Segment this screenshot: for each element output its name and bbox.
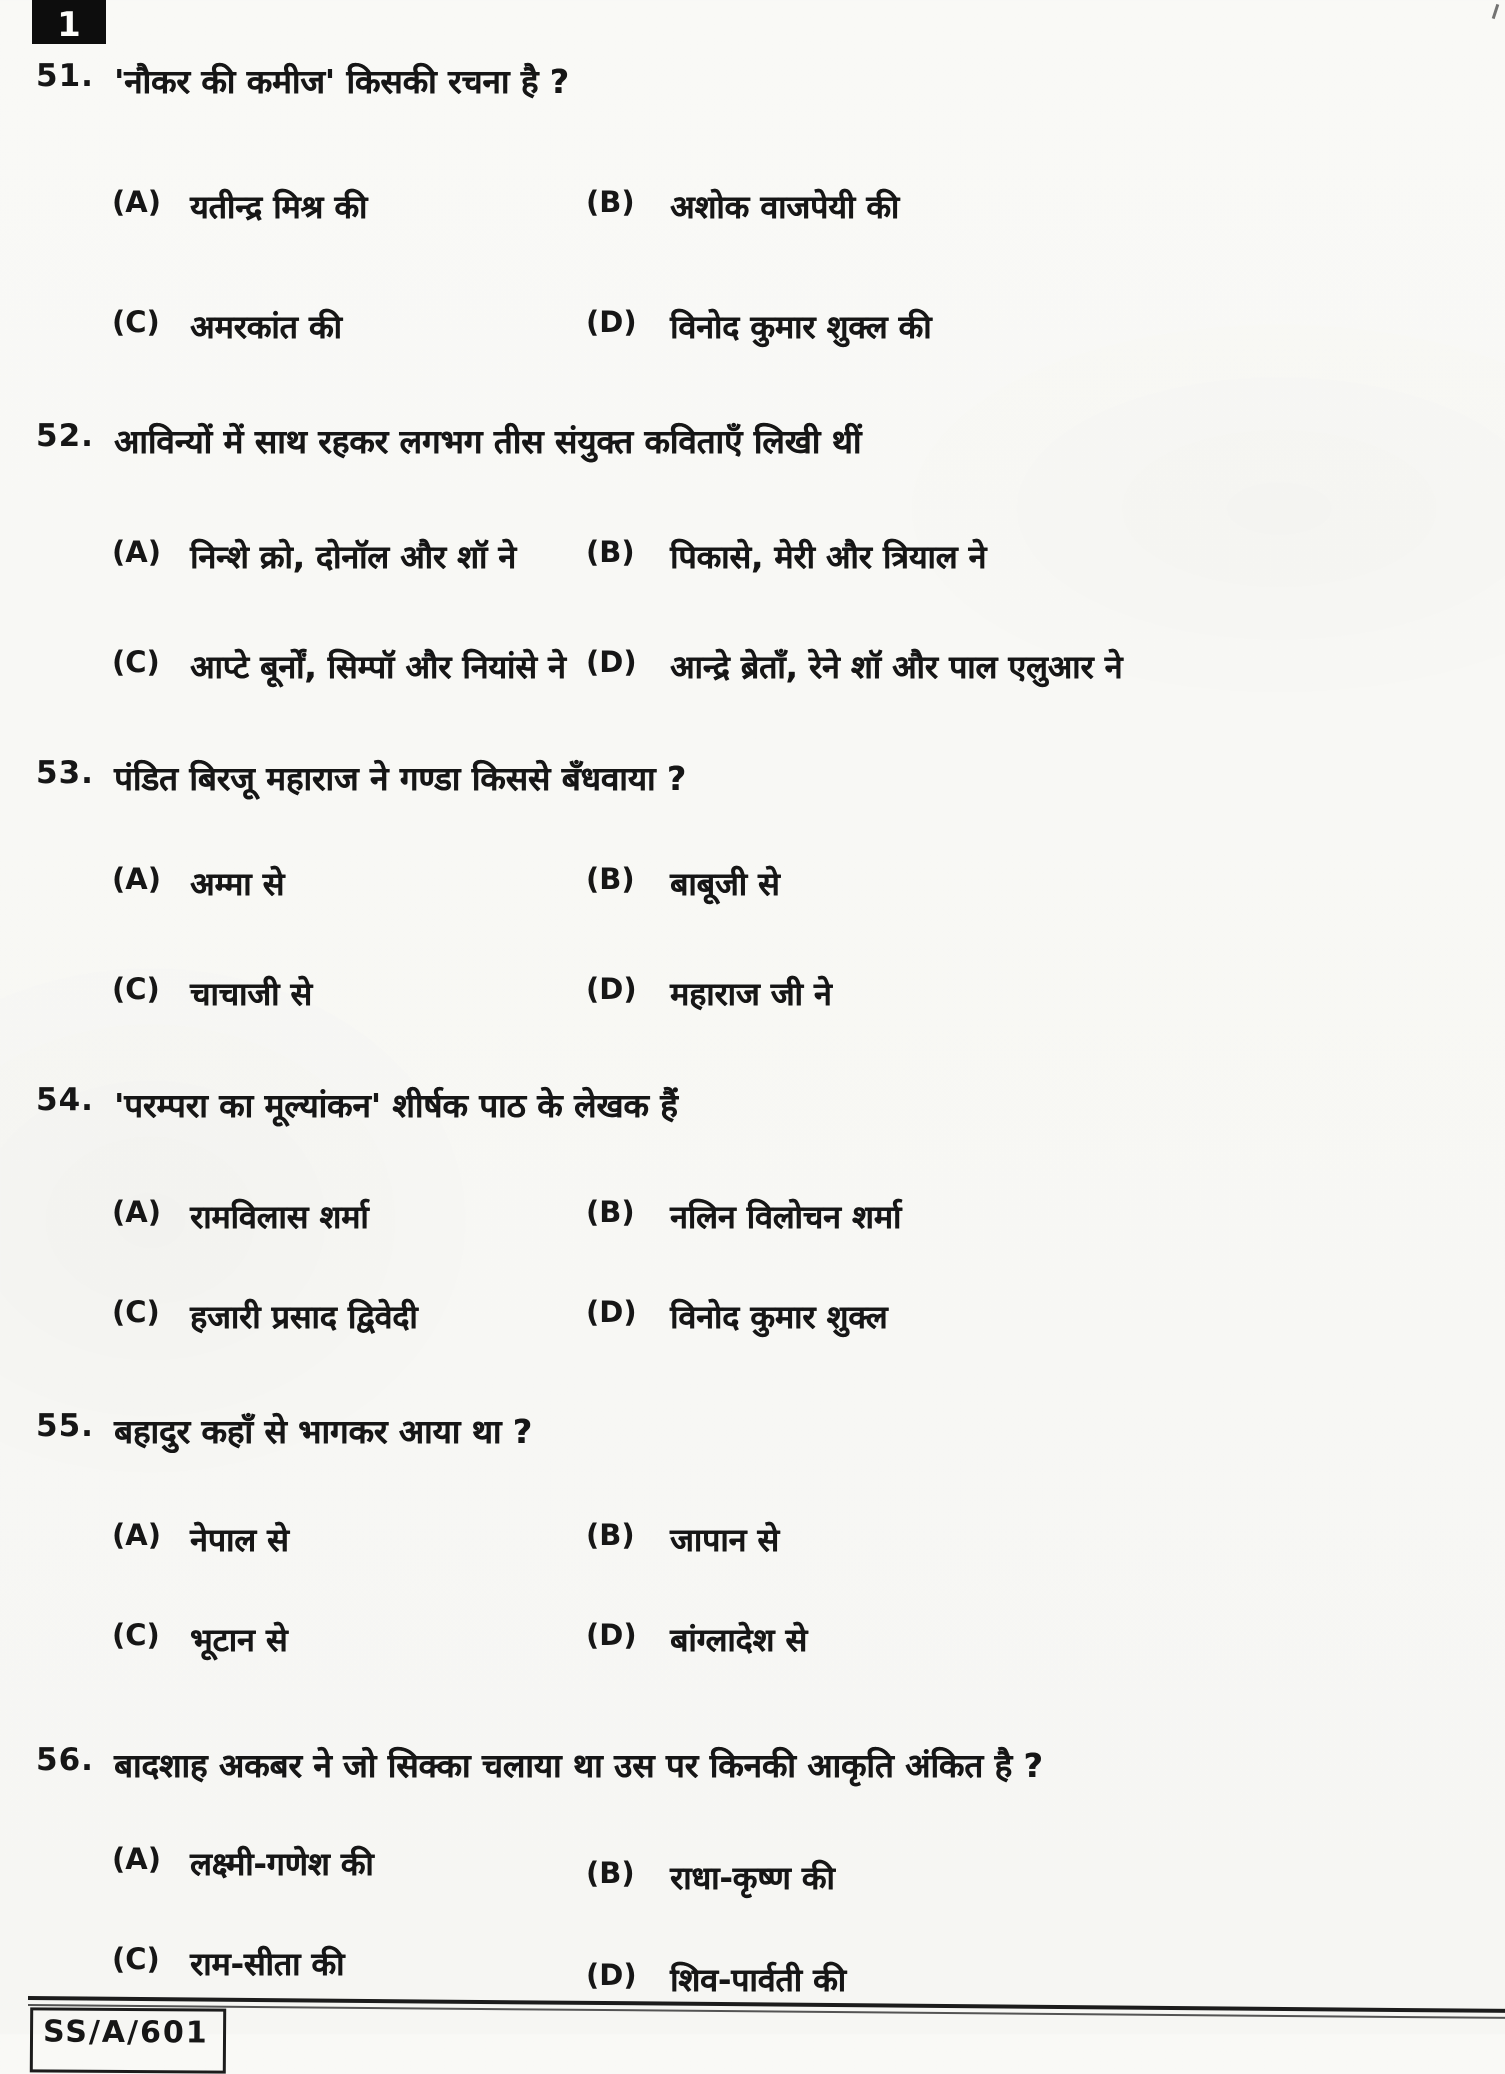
option-text-b: जापान से: [670, 1521, 780, 1559]
option-label-c: (C): [112, 1618, 160, 1652]
option-text-b: बाबूजी से: [670, 865, 780, 903]
option-text-a: लक्ष्मी-गणेश की: [190, 1845, 374, 1883]
option-label-c: (C): [112, 972, 160, 1006]
option-label-d: (D): [586, 645, 637, 679]
question-text: बादशाह अकबर ने जो सिक्का चलाया था उस पर किनकी आकृति अंकित है ?: [114, 1746, 1043, 1785]
option-text-c: भूटान से: [190, 1621, 288, 1659]
option-text-c: राम-सीता की: [190, 1945, 345, 1983]
option-label-c: (C): [112, 305, 160, 339]
option-text-b: नलिन विलोचन शर्मा: [670, 1198, 902, 1236]
option-text-c: हजारी प्रसाद द्विवेदी: [190, 1298, 418, 1336]
question-text: पंडित बिरजू महाराज ने गण्डा किससे बँधवाया ?: [114, 759, 687, 798]
option-label-a: (A): [112, 1842, 161, 1876]
option-label-b: (B): [586, 862, 635, 896]
option-text-d: आन्द्रे ब्रेताँ, रेने शॉ और पाल एलुआर ने: [670, 648, 1123, 686]
option-text-c: आप्टे बूर्नों, सिम्पॉ और नियांसे ने: [190, 648, 566, 686]
question-number: 51.: [36, 58, 94, 94]
option-label-c: (C): [112, 1295, 160, 1329]
option-text-d: शिव-पार्वती की: [670, 1961, 846, 1999]
option-label-a: (A): [112, 1195, 161, 1229]
question-text: 'परम्परा का मूल्यांकन' शीर्षक पाठ के लेखक हैं: [114, 1086, 678, 1125]
option-text-d: महाराज जी ने: [670, 975, 832, 1013]
option-label-a: (A): [112, 862, 161, 896]
option-text-b: पिकासे, मेरी और त्रियाल ने: [670, 538, 987, 576]
question-text: बहादुर कहाँ से भागकर आया था ?: [114, 1412, 532, 1451]
option-label-d: (D): [586, 1958, 637, 1992]
option-label-d: (D): [586, 972, 637, 1006]
option-text-a: रामविलास शर्मा: [190, 1198, 369, 1236]
option-text-c: चाचाजी से: [190, 975, 313, 1013]
page-number-marker: 1: [32, 0, 106, 44]
option-label-a: (A): [112, 1518, 161, 1552]
option-label-b: (B): [586, 185, 635, 219]
option-label-d: (D): [586, 1618, 637, 1652]
option-label-b: (B): [586, 1518, 635, 1552]
footer-paper-code: SS/A/601: [30, 2007, 226, 2073]
option-text-d: विनोद कुमार शुक्ल की: [670, 308, 932, 346]
option-text-a: यतीन्द्र मिश्र की: [190, 188, 368, 226]
option-text-c: अमरकांत की: [190, 308, 342, 346]
question-text: आविन्यों में साथ रहकर लगभग तीस संयुक्त कविताएँ लिखी थीं: [114, 422, 862, 461]
question-number: 54.: [36, 1082, 94, 1118]
option-text-d: विनोद कुमार शुक्ल: [670, 1298, 888, 1336]
option-label-a: (A): [112, 185, 161, 219]
question-number: 55.: [36, 1408, 94, 1444]
option-label-d: (D): [586, 305, 637, 339]
question-number: 53.: [36, 755, 94, 791]
question-number: 52.: [36, 418, 94, 454]
option-label-b: (B): [586, 535, 635, 569]
question-number: 56.: [36, 1742, 94, 1778]
option-label-b: (B): [586, 1856, 635, 1890]
option-label-d: (D): [586, 1295, 637, 1329]
option-text-a: अम्मा से: [190, 865, 285, 903]
option-label-b: (B): [586, 1195, 635, 1229]
option-text-a: नेपाल से: [190, 1521, 289, 1559]
question-text: 'नौकर की कमीज' किसकी रचना है ?: [114, 62, 569, 101]
scan-artifact-mark: [1492, 4, 1499, 19]
option-label-c: (C): [112, 1942, 160, 1976]
option-label-a: (A): [112, 535, 161, 569]
option-text-d: बांग्लादेश से: [670, 1621, 808, 1659]
option-text-a: निन्शे क्रो, दोनॉल और शॉ ने: [190, 538, 517, 576]
option-label-c: (C): [112, 645, 160, 679]
option-text-b: अशोक वाजपेयी की: [670, 188, 900, 226]
option-text-b: राधा-कृष्ण की: [670, 1859, 835, 1897]
